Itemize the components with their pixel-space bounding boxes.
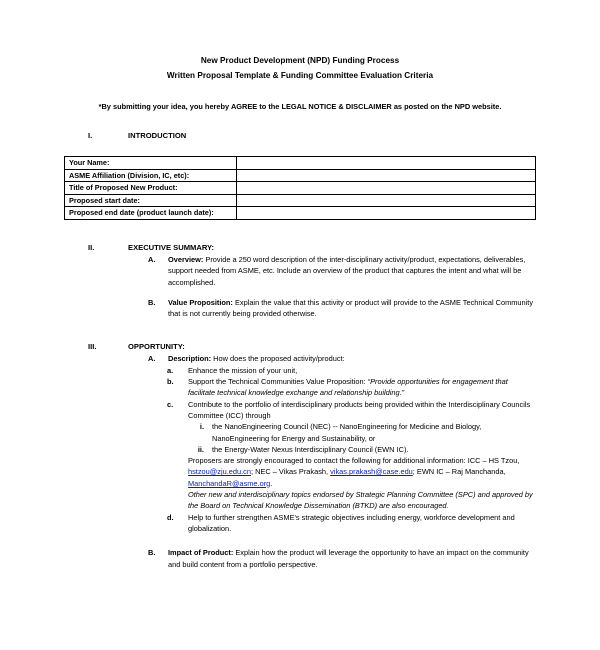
list-marker: B. (148, 297, 156, 307)
item-lead-label: Description: (168, 354, 212, 364)
legal-notice-text: *By submitting your idea, you hereby AGREE to the LEGAL NOTICE & DISCLAIMER as posted on the NPD website. (98, 102, 502, 111)
list-item-nano-engineering-council (64, 421, 536, 444)
italic-endorsement-note (64, 489, 536, 512)
contact-text-mid-1: ; NEC – Vikas Prakash, (250, 467, 331, 477)
table-row (65, 182, 536, 195)
list-item-value-proposition (64, 297, 536, 320)
item-body-text: How does the proposed activity/product: (211, 354, 345, 364)
list-marker: A. (148, 254, 156, 264)
section-heading-executive-summary (64, 242, 536, 254)
document-body (64, 54, 536, 570)
contact-text-mid-2: ; EWN IC – Raj Manchanda, (412, 467, 506, 477)
list-item-description (64, 353, 536, 364)
item-lead-label: Overview: (168, 254, 204, 264)
item-body-text: Provide a 250 word description of the inter-disciplinary activity/product, expectations, deliverables, support needed from ASME, etc. Include an overview of the product that captures the intent and what will be accomplished. (168, 254, 526, 287)
section-introduction (64, 130, 536, 220)
list-item-energy-water-nexus-council (64, 444, 536, 455)
title-line-1: New Product Development (NPD) Funding Process (200, 56, 400, 65)
field-label-asme-affiliation: ASME Affiliation (Division, IC, etc): (65, 169, 237, 182)
field-label-end-date: Proposed end date (product launch date): (65, 207, 237, 220)
email-link-vikas-prakash[interactable]: vikas.prakash@case.edu (330, 467, 413, 477)
list-item-enhance-mission (64, 365, 536, 376)
field-input-start-date[interactable] (237, 194, 536, 207)
list-marker: d. (167, 512, 174, 522)
section-heading-opportunity (64, 341, 536, 353)
table-row (65, 169, 536, 182)
item-body-text: Explain how the product will leverage the opportunity to have an impact on the community and build content from a portfolio perspective. (168, 548, 529, 569)
list-marker: a. (167, 365, 174, 375)
item-body-text: the NanoEngineering Council (NEC) -- NanoEngineering for Medicine and Biology, NanoEngineering for Energy and Sustainability, or (212, 422, 482, 443)
introduction-form-table (64, 156, 536, 220)
list-marker: ii. (197, 444, 204, 454)
section-numeral: I. (88, 131, 93, 140)
list-marker: c. (167, 399, 174, 409)
spacer (64, 220, 536, 237)
item-body-text: Enhance the mission of your unit, (188, 365, 298, 375)
list-item-value-proposition-support (64, 376, 536, 399)
spacer (64, 288, 536, 297)
title-line-2: Written Proposal Template & Funding Committee Evaluation Criteria (166, 70, 434, 80)
item-lead-label: Impact of Product: (168, 548, 234, 558)
list-item-impact-of-product (64, 547, 536, 570)
item-body-text: the Energy-Water Nexus Interdisciplinary Council (EWN IC). (212, 444, 409, 454)
table-row (65, 207, 536, 220)
contact-text-post: . (270, 478, 273, 488)
item-quote-text: “Provide opportunities for engagement that facilitate technical knowledge exchange and relationship building.” (188, 377, 508, 398)
table-row (65, 194, 536, 207)
list-item-strategic-objectives (64, 512, 536, 535)
item-lead-label: Value Proposition: (168, 297, 233, 307)
section-numeral: III. (88, 342, 97, 352)
section-opportunity (64, 341, 536, 569)
contact-information-paragraph (64, 455, 536, 489)
list-item-overview (64, 254, 536, 288)
list-marker: i. (199, 422, 204, 432)
item-body-text: Contribute to the portfolio of interdisciplinary products being provided within the Interdisciplinary Councils Committee (ICC) through (188, 399, 531, 420)
section-executive-summary (64, 242, 536, 319)
table-row (65, 157, 536, 170)
list-marker: b. (167, 377, 174, 387)
endorsement-text: Other new and interdisciplinary topics endorsed by Strategic Planning Committee (SPC) and approved by the Board on Technical Knowledge Dissemination (BTKD) are also encouraged. (188, 490, 533, 511)
section-title: EXECUTIVE SUMMARY: (128, 242, 215, 252)
field-input-end-date[interactable] (237, 207, 536, 220)
section-title: OPPORTUNITY: (128, 342, 185, 352)
contact-text-intro: Proposers are strongly encouraged to contact the following for additional information: ICC – HS Tzou, (188, 456, 520, 466)
field-label-your-name: Your Name: (65, 157, 237, 170)
item-body-text: Help to further strengthen ASME’s strategic objectives including energy, workforce development and globalization. (188, 512, 515, 533)
section-numeral: II. (88, 242, 95, 252)
field-label-start-date: Proposed start date: (65, 194, 237, 207)
spacer (64, 113, 536, 130)
section-title: INTRODUCTION (128, 131, 187, 140)
field-input-product-title[interactable] (237, 182, 536, 195)
field-label-product-title: Title of Proposed New Product: (65, 182, 237, 195)
field-input-your-name[interactable] (237, 157, 536, 170)
list-marker: A. (148, 354, 156, 364)
field-input-asme-affiliation[interactable] (237, 169, 536, 182)
spacer (64, 319, 536, 336)
spacer (64, 534, 536, 547)
section-heading-introduction (64, 130, 536, 142)
email-link-manchanda[interactable]: ManchandaR@asme.org (188, 478, 271, 488)
item-body-text: Explain the value that this activity or product will provide to the ASME Technical Community that is not currently being provided otherwise. (168, 297, 534, 319)
list-item-portfolio-contribution (64, 399, 536, 422)
item-body-text: Support the Technical Communities Value Proposition: (188, 377, 366, 387)
document-title (64, 54, 536, 83)
email-link-hstzou[interactable]: hstzou@zju.edu.cn (188, 467, 251, 477)
list-marker: B. (148, 548, 156, 558)
